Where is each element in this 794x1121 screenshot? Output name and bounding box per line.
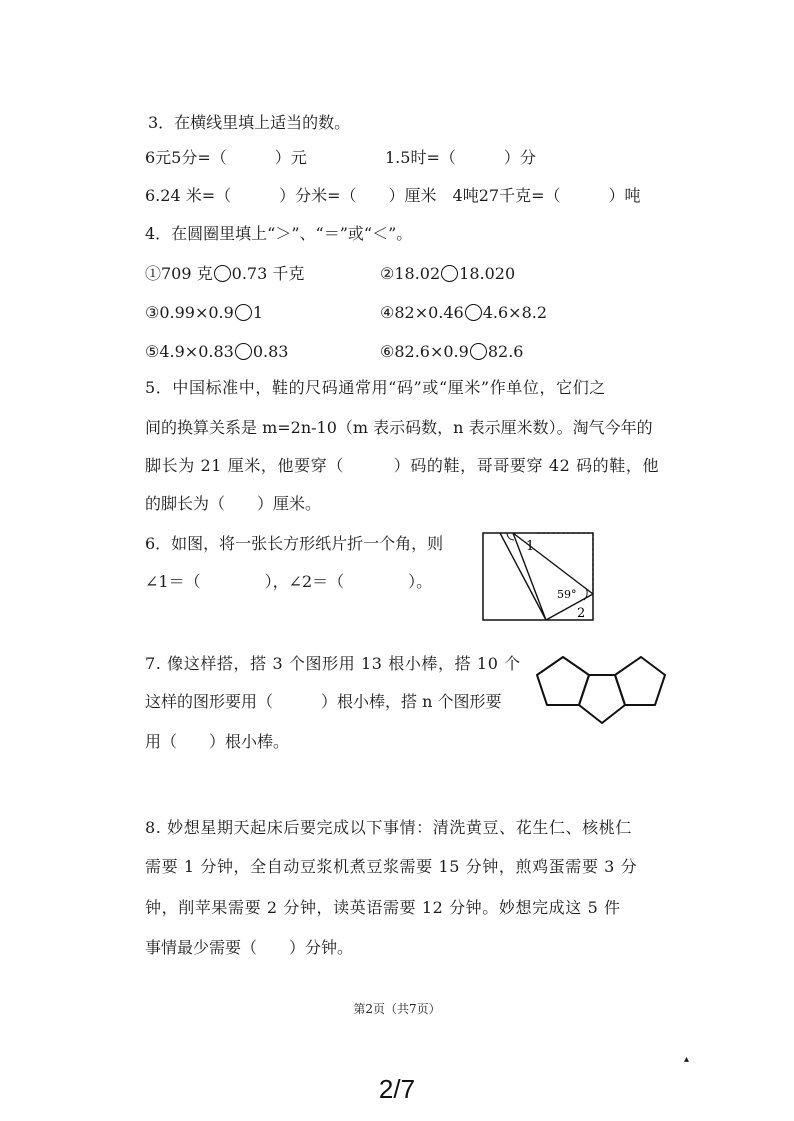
- q4-item-6-right: 82.6: [487, 342, 524, 361]
- q5-line-4: 的脚长为（ ）厘米。: [145, 494, 322, 513]
- angle-59-label: 59°: [557, 588, 577, 601]
- q7-line-1: 7. 像这样搭，搭 3 个图形用 13 根小棒，搭 10 个: [145, 654, 521, 673]
- compare-circle-2[interactable]: [441, 265, 458, 282]
- page-footer: 第2页（共7页）: [353, 1002, 441, 1016]
- q4-item-2-right: 18.020: [459, 264, 516, 283]
- q8-line-2: 需要 1 分钟，全自动豆浆机煮豆浆需要 15 分钟，煎鸡蛋需要 3 分: [145, 857, 638, 876]
- q4-item-1-left: ①709 克: [145, 264, 213, 283]
- q4-item-6-left: ⑥82.6×0.9: [380, 342, 469, 361]
- q4-item-4-right: 4.6×8.2: [482, 303, 548, 322]
- compare-circle-1[interactable]: [214, 265, 231, 282]
- compare-circle-6[interactable]: [470, 343, 487, 360]
- q7-line-2: 这样的图形要用（ ）根小棒，搭 n 个图形要: [145, 692, 502, 711]
- q4-item-5-left: ⑤4.9×0.83: [145, 342, 234, 361]
- q6-line-1: 6．如图，将一张长方形纸片折一个角，则: [145, 534, 444, 553]
- q4-item-2: [380, 264, 515, 284]
- q5-line-3: 脚长为 21 厘米，他要穿（ ）码的鞋，哥哥要穿 42 码的鞋，他: [145, 456, 660, 475]
- q4-item-5-right: 0.83: [252, 342, 289, 361]
- q6-line-2: ∠1＝（ ），∠2＝（ ）。: [145, 572, 433, 591]
- angle-1-label: 1: [526, 539, 535, 554]
- q3-item-meter-ton: 6.24 米=（ ）分米=（ ）厘米 4吨27千克=（ ）吨: [145, 186, 641, 205]
- q4-item-5: [145, 342, 288, 362]
- q4-item-3-left: ③0.99×0.9: [145, 303, 234, 322]
- scan-mark: ▴: [684, 1054, 690, 1065]
- pentagon-chain-figure: [534, 652, 668, 727]
- angle-2-label: 2: [577, 606, 586, 621]
- q8-line-1: 8. 妙想星期天起床后要完成以下事情：清洗黄豆、花生仁、核桃仁: [145, 818, 632, 837]
- q5-line-1: 5．中国标准中，鞋的尺码通常用“码”或“厘米”作单位，它们之: [145, 378, 606, 397]
- q4-item-3: [145, 303, 263, 323]
- q5-line-2: 间的换算关系是 m=2n-10（m 表示码数，n 表示厘米数）。淘气今年的: [145, 418, 653, 437]
- q8-line-4: 事情最少需要（ ）分钟。: [145, 938, 354, 957]
- q4-item-3-right: 1: [252, 303, 264, 322]
- pentagon-3: [615, 657, 665, 705]
- q8-line-3: 钟，削苹果需要 2 分钟，读英语需要 12 分钟。妙想完成这 5 件: [145, 898, 621, 917]
- q4-item-2-left: ②18.02: [380, 264, 441, 283]
- q7-line-3: 用（ ）根小棒。: [145, 732, 290, 751]
- fold-crease-outer: [500, 533, 546, 620]
- q4-title: 4．在圆圈里填上“＞”、“＝”或“＜”。: [145, 224, 413, 243]
- page-indicator: 2/7: [378, 1074, 416, 1104]
- compare-circle-4[interactable]: [465, 304, 482, 321]
- q3-item-hour: 1.5时=（ ）分: [385, 148, 536, 167]
- folded-paper-figure: [480, 528, 600, 624]
- q4-item-6: [380, 342, 523, 362]
- compare-circle-5[interactable]: [235, 343, 252, 360]
- q3-item-yuan: 6元5分=（ ）元: [145, 148, 307, 167]
- compare-circle-3[interactable]: [235, 304, 252, 321]
- q4-item-1: [145, 264, 304, 284]
- q3-title: 3．在横线里填上适当的数。: [148, 113, 351, 132]
- q4-item-4: [380, 303, 547, 323]
- q4-item-1-right: 0.73 千克: [231, 264, 305, 283]
- q4-item-4-left: ④82×0.46: [380, 303, 464, 322]
